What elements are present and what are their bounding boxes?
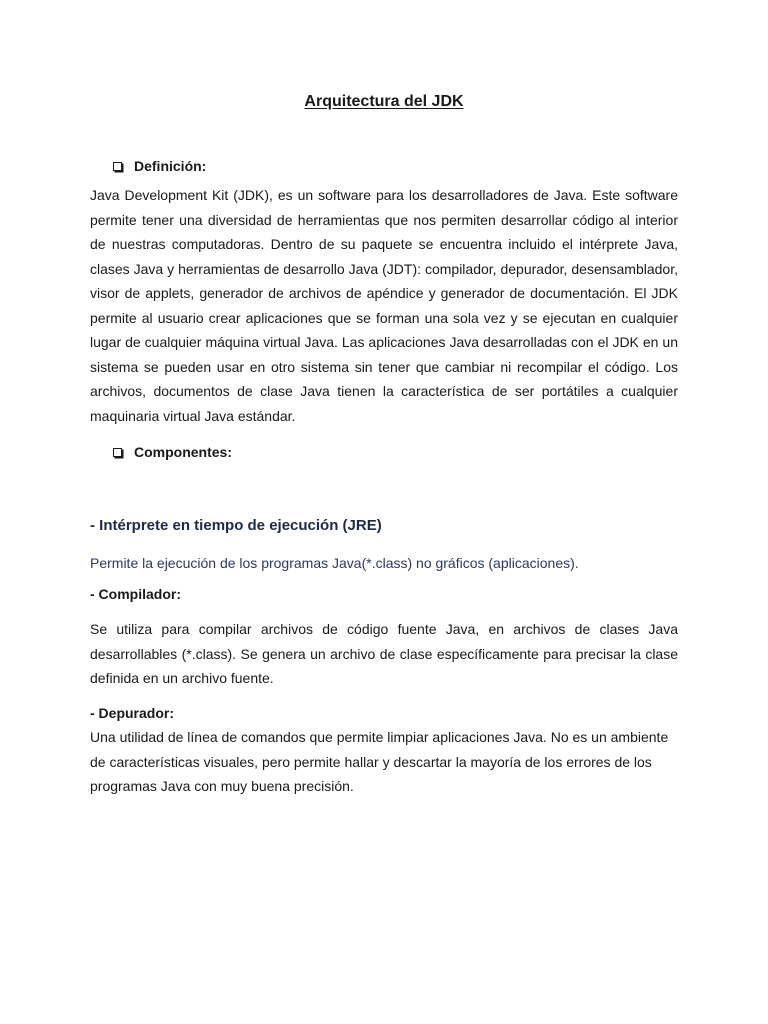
jre-paragraph: Permite la ejecución de los programas Java(*.class) no gráficos (aplicaciones). — [90, 555, 579, 571]
section-heading-componentes — [113, 444, 232, 460]
jre-heading: - Intérprete en tiempo de ejecución (JRE) — [90, 517, 382, 534]
compilador-heading: - Compilador: — [90, 586, 181, 602]
page-title: Arquitectura del JDK — [304, 93, 464, 110]
definicion-paragraph: Java Development Kit (JDK), es un software para los desarrolladores de Java. Este software permite tener una diversidad de herramientas que nos permiten desarrollar código al interior de nuestras computadoras. Dentro de su paquete se encuentra incluido el intérprete Java, clases Java y herramientas de desarrollo Java (JDT): compilador, depurador, desensamblador, visor de applets, generador de archivos de apéndice y generador de documentación. El JDK permite al usuario crear aplicaciones que se forman una sola vez y se ejecutan en cualquier lugar de cualquier máquina virtual Java. Las aplicaciones Java desarrolladas con el JDK en un sistema se pueden usar en otro sistema sin tener que cambiar ni recompilar el código. Los archivos, documentos de clase Java tienen la característica de ser portátiles a cualquier maquinaria virtual Java estándar. — [90, 187, 678, 424]
section-heading-label: Definición: — [134, 158, 207, 174]
checkbox-bullet-icon — [113, 162, 122, 171]
depurador-heading: - Depurador: — [90, 705, 174, 721]
compilador-paragraph: Se utiliza para compilar archivos de código fuente Java, en archivos de clases Java desarrollables (*.class). Se genera un archivo de clase específicamente para precisar la clase definida en un archivo fuente. — [90, 621, 678, 686]
checkbox-bullet-icon — [113, 448, 122, 457]
depurador-paragraph: Una utilidad de línea de comandos que permite limpiar aplicaciones Java. No es un ambiente de características visuales, pero permite hallar y descartar la mayoría de los errores de los programas Java con muy buena precisión. — [90, 729, 669, 794]
section-heading-label: Componentes: — [134, 444, 232, 460]
section-heading-definicion — [113, 158, 206, 174]
